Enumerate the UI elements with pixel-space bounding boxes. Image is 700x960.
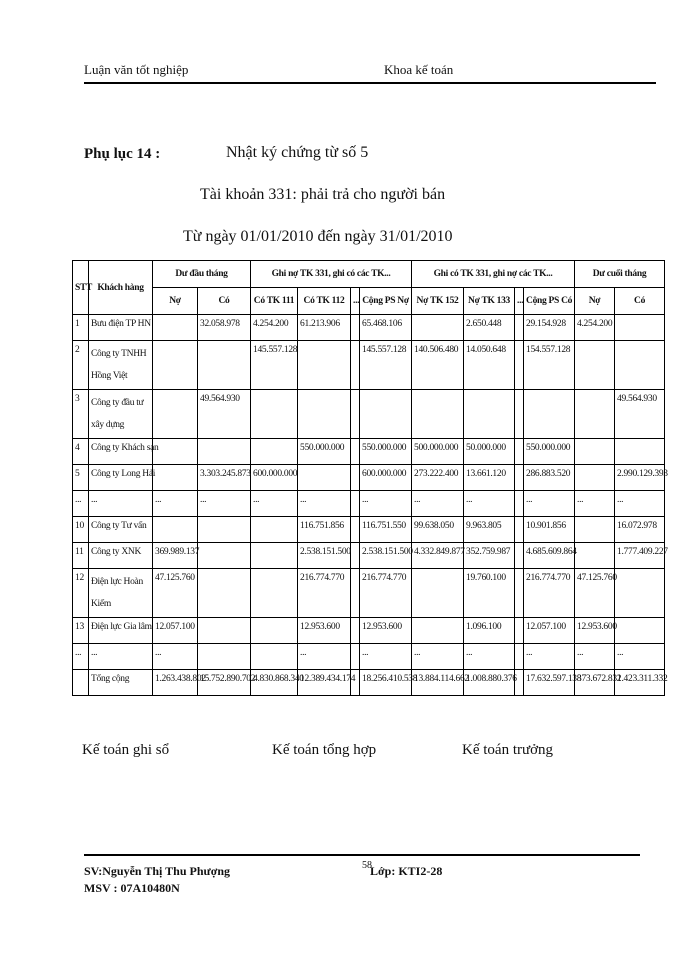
amount-cell: 216.774.770 <box>524 569 575 618</box>
amount-cell <box>298 341 351 390</box>
customer-name-cell: Công ty TNHH Hồng Việt <box>89 341 153 390</box>
total-label-cell: Tổng cộng <box>89 670 153 696</box>
amount-cell <box>464 390 515 439</box>
amount-cell: 4.332.849.877 <box>412 543 464 569</box>
amount-cell <box>575 465 615 491</box>
customer-name-cell: ... <box>89 491 153 517</box>
table-row <box>73 517 665 543</box>
amount-cell <box>298 465 351 491</box>
row-index-cell: 3 <box>73 390 89 439</box>
amount-cell <box>251 517 298 543</box>
row-index-cell: ... <box>73 644 89 670</box>
table-row <box>73 341 665 390</box>
signature-bookkeeper: Kế toán ghi sổ <box>82 742 170 758</box>
amount-cell <box>153 341 198 390</box>
table-header-row <box>73 261 665 288</box>
amount-cell: ... <box>615 644 665 670</box>
amount-cell <box>251 618 298 644</box>
amount-cell <box>575 543 615 569</box>
amount-cell: 12.953.600 <box>575 618 615 644</box>
amount-cell <box>351 618 360 644</box>
amount-cell: 216.774.770 <box>298 569 351 618</box>
amount-cell <box>351 543 360 569</box>
amount-cell: 47.125.760 <box>575 569 615 618</box>
row-index-cell: 10 <box>73 517 89 543</box>
amount-cell <box>351 569 360 618</box>
subheader-cell: Có <box>615 288 665 315</box>
amount-cell: 145.557.128 <box>360 341 412 390</box>
amount-cell: 49.564.930 <box>198 390 251 439</box>
customer-name-cell: Công ty Tư vấn <box>89 517 153 543</box>
footer-divider <box>84 854 640 856</box>
amount-cell: ... <box>298 491 351 517</box>
subheader-cell: ... <box>351 288 360 315</box>
amount-cell: 12.953.600 <box>298 618 351 644</box>
amount-cell <box>351 491 360 517</box>
subheader-cell: Có TK 111 <box>251 288 298 315</box>
amount-cell: 9.963.805 <box>464 517 515 543</box>
amount-cell: ... <box>524 491 575 517</box>
amount-cell: 14.050.648 <box>464 341 515 390</box>
amount-cell: 550.000.000 <box>360 439 412 465</box>
row-index-cell: 2 <box>73 341 89 390</box>
customer-name-cell: Công ty Long Hải <box>89 465 153 491</box>
row-index-cell: 5 <box>73 465 89 491</box>
amount-cell: ... <box>615 491 665 517</box>
amount-cell <box>351 644 360 670</box>
amount-cell: ... <box>575 644 615 670</box>
amount-cell: 61.213.906 <box>298 315 351 341</box>
table-row <box>73 465 665 491</box>
total-amount-cell: 17.632.597.138 <box>524 670 575 696</box>
table-row <box>73 315 665 341</box>
amount-cell: 352.759.987 <box>464 543 515 569</box>
amount-cell <box>198 341 251 390</box>
customer-name-cell: ... <box>89 644 153 670</box>
amount-cell <box>251 543 298 569</box>
amount-cell <box>298 390 351 439</box>
amount-cell: 29.154.928 <box>524 315 575 341</box>
total-amount-cell: 18.256.410.538 <box>360 670 412 696</box>
amount-cell: 286.883.520 <box>524 465 575 491</box>
amount-cell <box>412 569 464 618</box>
footer-student-id: MSV : 07A10480N <box>84 881 180 895</box>
subheader-cell: ... <box>515 288 524 315</box>
amount-cell <box>515 491 524 517</box>
total-amount-cell: 4.830.868.340 <box>251 670 298 696</box>
amount-cell: 2.990.129.393 <box>615 465 665 491</box>
amount-cell <box>251 439 298 465</box>
amount-cell <box>515 439 524 465</box>
customer-name-cell: Công ty XNK <box>89 543 153 569</box>
amount-cell <box>198 644 251 670</box>
row-index-cell: 1 <box>73 315 89 341</box>
amount-cell: 65.468.106 <box>360 315 412 341</box>
amount-cell <box>351 517 360 543</box>
subheader-cell: Cộng PS Có <box>524 288 575 315</box>
amount-cell: ... <box>524 644 575 670</box>
subheader-cell: Nợ TK 133 <box>464 288 515 315</box>
amount-cell: ... <box>153 491 198 517</box>
amount-cell: 116.751.856 <box>298 517 351 543</box>
amount-cell <box>351 315 360 341</box>
footer-student: SV:Nguyễn Thị Thu Phượng <box>84 864 231 878</box>
amount-cell <box>412 315 464 341</box>
amount-cell: ... <box>198 491 251 517</box>
amount-cell: ... <box>464 644 515 670</box>
amount-cell: 47.125.760 <box>153 569 198 618</box>
subheader-cell: Nợ TK 152 <box>412 288 464 315</box>
amount-cell <box>615 315 665 341</box>
amount-cell: ... <box>412 644 464 670</box>
account-title: Tài khoản 331: phải trả cho người bán <box>200 186 446 203</box>
header-credit-group: Ghi có TK 331, ghi nợ các TK... <box>412 261 575 288</box>
amount-cell <box>251 644 298 670</box>
amount-cell <box>198 569 251 618</box>
amount-cell: 154.557.128 <box>524 341 575 390</box>
amount-cell <box>198 543 251 569</box>
amount-cell <box>351 439 360 465</box>
amount-cell <box>515 543 524 569</box>
header-customer: Khách hàng <box>89 261 153 315</box>
amount-cell <box>575 341 615 390</box>
table-row <box>73 543 665 569</box>
total-amount-cell: 13.884.114.662 <box>412 670 464 696</box>
amount-cell: 116.751.550 <box>360 517 412 543</box>
row-index-cell: 4 <box>73 439 89 465</box>
footer-class: Lớp: KTI2-28 <box>370 864 443 878</box>
amount-cell <box>153 465 198 491</box>
amount-cell <box>251 569 298 618</box>
total-amount-cell: 15.752.890.702 <box>198 670 251 696</box>
amount-cell <box>360 390 412 439</box>
amount-cell <box>515 341 524 390</box>
table-row <box>73 491 665 517</box>
customer-name-cell: Điện lực Hoàn Kiếm <box>89 569 153 618</box>
amount-cell: 140.506.480 <box>412 341 464 390</box>
customer-name-cell: Bưu điện TP HN <box>89 315 153 341</box>
amount-cell: 16.072.978 <box>615 517 665 543</box>
header-stt: STT <box>73 261 89 315</box>
ledger-table <box>72 260 668 696</box>
amount-cell <box>575 439 615 465</box>
subheader-cell: Cộng PS Nợ <box>360 288 412 315</box>
amount-cell: 4.254.200 <box>575 315 615 341</box>
amount-cell: ... <box>360 491 412 517</box>
amount-cell: ... <box>575 491 615 517</box>
subheader-cell: Nợ <box>153 288 198 315</box>
amount-cell: 145.557.128 <box>251 341 298 390</box>
amount-cell <box>615 341 665 390</box>
table-row <box>73 390 665 439</box>
amount-cell: 2.650.448 <box>464 315 515 341</box>
amount-cell <box>153 390 198 439</box>
footer-page-number: 58 <box>362 860 372 871</box>
amount-cell: 2.538.151.500 <box>298 543 351 569</box>
amount-cell <box>198 439 251 465</box>
amount-cell: 2.538.151.500 <box>360 543 412 569</box>
amount-cell: 500.000.000 <box>412 439 464 465</box>
amount-cell: ... <box>298 644 351 670</box>
amount-cell: 12.057.100 <box>153 618 198 644</box>
table-subheader-row <box>73 288 665 315</box>
amount-cell <box>524 390 575 439</box>
row-index-cell: 13 <box>73 618 89 644</box>
signature-general-accountant: Kế toán tổng hợp <box>272 742 377 758</box>
amount-cell: 4.685.609.864 <box>524 543 575 569</box>
amount-cell <box>515 315 524 341</box>
amount-cell: 369.989.137 <box>153 543 198 569</box>
appendix-label: Phụ lục 14 : <box>84 146 161 162</box>
customer-name-cell: Công ty đầu tư xây dựng <box>89 390 153 439</box>
amount-cell: ... <box>251 491 298 517</box>
amount-cell: 600.000.000 <box>251 465 298 491</box>
journal-title: Nhật ký chứng từ số 5 <box>226 144 369 161</box>
amount-cell: 12.953.600 <box>360 618 412 644</box>
amount-cell: 1.777.409.227 <box>615 543 665 569</box>
amount-cell: 550.000.000 <box>524 439 575 465</box>
row-index-cell: 12 <box>73 569 89 618</box>
signature-chief-accountant: Kế toán trưởng <box>462 742 554 758</box>
amount-cell: 19.760.100 <box>464 569 515 618</box>
header-opening-balance: Dư đầu tháng <box>153 261 251 288</box>
subheader-cell: Có TK 112 <box>298 288 351 315</box>
amount-cell <box>575 390 615 439</box>
amount-cell <box>153 517 198 543</box>
amount-cell: 1.096.100 <box>464 618 515 644</box>
subheader-cell: Nợ <box>575 288 615 315</box>
total-amount-cell: 1.423.311.332 <box>615 670 665 696</box>
amount-cell: ... <box>464 491 515 517</box>
amount-cell <box>351 390 360 439</box>
amount-cell <box>575 517 615 543</box>
header-closing-balance: Dư cuối tháng <box>575 261 665 288</box>
amount-cell <box>515 569 524 618</box>
amount-cell: 216.774.770 <box>360 569 412 618</box>
amount-cell <box>198 517 251 543</box>
amount-cell <box>615 439 665 465</box>
total-row <box>73 670 665 696</box>
amount-cell <box>515 390 524 439</box>
amount-cell: ... <box>153 644 198 670</box>
header-debit-group: Ghi nợ TK 331, ghi có các TK... <box>251 261 412 288</box>
header-department-label: Khoa kế toán <box>384 62 454 77</box>
amount-cell: 3.303.245.873 <box>198 465 251 491</box>
table-row <box>73 439 665 465</box>
amount-cell: 99.638.050 <box>412 517 464 543</box>
amount-cell <box>251 390 298 439</box>
total-amount-cell: 1.263.438.802 <box>153 670 198 696</box>
amount-cell: 550.000.000 <box>298 439 351 465</box>
total-amount-cell: 12.389.434.174 <box>298 670 351 696</box>
amount-cell <box>515 517 524 543</box>
amount-cell <box>515 618 524 644</box>
customer-name-cell: Điện lực Gia lâm <box>89 618 153 644</box>
amount-cell <box>153 315 198 341</box>
table-row <box>73 644 665 670</box>
amount-cell <box>198 618 251 644</box>
header-thesis-label: Luận văn tốt nghiệp <box>84 62 189 77</box>
amount-cell <box>515 644 524 670</box>
amount-cell: 32.058.978 <box>198 315 251 341</box>
amount-cell: 4.254.200 <box>251 315 298 341</box>
header-divider <box>84 82 656 84</box>
amount-cell <box>615 618 665 644</box>
amount-cell <box>351 341 360 390</box>
amount-cell: 49.564.930 <box>615 390 665 439</box>
amount-cell: 50.000.000 <box>464 439 515 465</box>
row-index-cell: ... <box>73 491 89 517</box>
amount-cell: 12.057.100 <box>524 618 575 644</box>
row-index-cell: 11 <box>73 543 89 569</box>
period-title: Từ ngày 01/01/2010 đến ngày 31/01/2010 <box>183 228 453 245</box>
amount-cell: 600.000.000 <box>360 465 412 491</box>
amount-cell <box>515 465 524 491</box>
total-amount-cell: 1.008.880.376 <box>464 670 515 696</box>
amount-cell <box>412 618 464 644</box>
table-row <box>73 618 665 644</box>
amount-cell <box>615 569 665 618</box>
amount-cell <box>351 465 360 491</box>
amount-cell <box>412 390 464 439</box>
total-amount-cell <box>73 670 89 696</box>
amount-cell: 10.901.856 <box>524 517 575 543</box>
table-row <box>73 569 665 618</box>
subheader-cell: Có <box>198 288 251 315</box>
amount-cell: ... <box>412 491 464 517</box>
customer-name-cell: Công ty Khách sạn <box>89 439 153 465</box>
amount-cell: 13.661.120 <box>464 465 515 491</box>
amount-cell: ... <box>360 644 412 670</box>
total-amount-cell: 373.672.832 <box>575 670 615 696</box>
amount-cell <box>153 439 198 465</box>
amount-cell: 273.222.400 <box>412 465 464 491</box>
